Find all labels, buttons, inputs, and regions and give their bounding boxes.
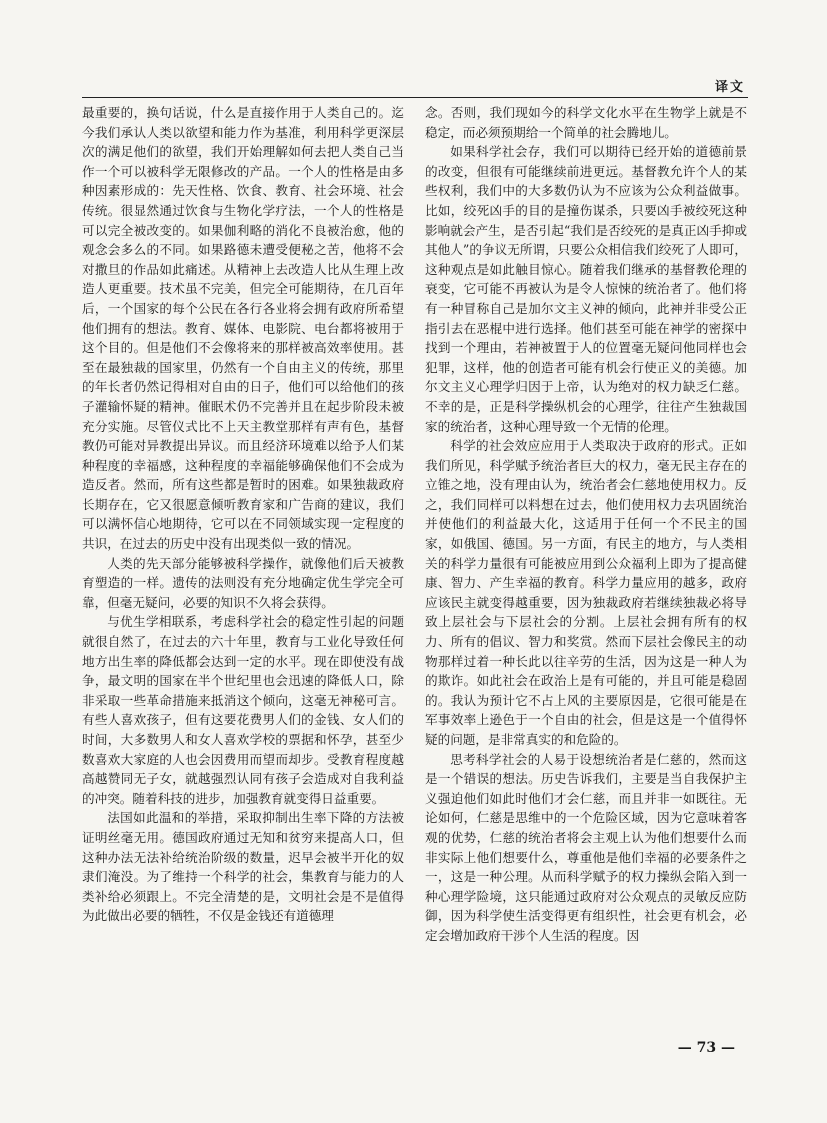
paragraph: 与优生学相联系，考虑科学社会的稳定性引起的问题就很自然了，在过去的六十年里，教育与工业化导致任何地方出生率的降低都会达到一定的水平。现在即使没有战争，最文明的国家在半个世纪里也会迅速的降低人口，除非采取一些革命措施来抵消这个倾向，这毫无神秘可言。有些人喜欢孩子，但有这要花费男人们的金钱、女人们的时间，大多数男人和女人喜欢学校的票据和怀孕，甚至少数喜欢大家庭的人也会因费用而望而却步。受教育程度越高越赞同无子女，就越强烈认同有孩子会造成对自我利益的冲突。随着科技的进步，加强教育就变得日益重要。 — [82, 614, 404, 806]
left-column — [82, 103, 404, 1020]
right-column — [425, 103, 747, 1020]
page-number: — 73 — — [677, 1040, 735, 1056]
paragraph: 最重要的，换句话说，什么是直接作用于人类自己的。迄今我们承认人类以欲望和能力作为基准，利用科学更深层次的满足他们的欲望，我们开始理解如何去把人类自己当作一个可以被科学无限修改的产品。一个人的性格是由多种因素形成的：先天性格、饮食、教育、社会环境、社会传统。很显然通过饮食与生物化学疗法，一个人的性格是可以完全被改变的。如果伽利略的消化不良被治愈，他的观念会多么的不同。如果路德未遭受便秘之苦，他将不会对撒旦的作品如此痛述。从精神上去改造人比从生理上改造人更重要。技术虽不完美，但完全可能期待，在几百年后，一个国家的每个公民在各行各业将会拥有政府所希望他们拥有的想法。教育、媒体、电影院、电台都将被用于这个目的。但是他们不会像将来的那样被高效率使用。甚至在最独裁的国家里，仍然有一个自由主义的传统，那里的年长者仍然记得相对自由的日子，他们可以给他们的孩子灌输怀疑的精神。催眠术仍不完善并且在起步阶段未被充分实施。尽管仪式比不上天主教堂那样有声有色，基督教仍可能对异教提出异议。而且经济环境难以给予人们某种程度的幸福感，这种程度的幸福能够确保他们不会成为造反者。然而，所有这些都是暂时的困难。如果独裁政府长期存在，它又很愿意倾听教育家和广告商的建议，我们可以满怀信心地期待，它可以在不同领域实现一定程度的共识，在过去的历史中没有出现类似一致的情况。 — [82, 105, 404, 552]
paragraph: 如果科学社会存，我们可以期待已经开始的道德前景的改变，但很有可能继续前进更远。基督教允许个人的某些权利，我们中的大多数仍认为不应该为公众利益做事。比如，绞死凶手的目的是撞伤谋杀，只要凶手被绞死这种影响就会产生，是否引起“我们是否绞死的是真正凶手抑或其他人”的争议无所谓，只要公众相信我们绞死了人即可，这种观点是如此触目惊心。随着我们继承的基督教伦理的衰变，它可能不再被认为是令人惊悚的统治者了。他们将有一种冒称自己是加尔文主义神的倾向，此神并非受公正指引去在恶棍中进行选择。他们甚至可能在神学的密探中找到一个理由，若神被置于人的位置毫无疑问他同样也会犯罪，这样，他的创造者可能有机会行使正义的美德。加尔文主义心理学归因于上帝，认为绝对的权力缺乏仁慈。不幸的是，正是科学操纵机会的心理学，往往产生独裁国家的统治者，这种心理导致一个无情的伦理。 — [425, 144, 747, 434]
paragraph: 人类的先天部分能够被科学操作，就像他们后天被教育塑造的一样。遗传的法则没有充分地确定优生学完全可靠，但毫无疑问，必要的知识不久将会获得。 — [82, 555, 404, 610]
paragraph: 念。否则，我们现如今的科学文化水平在生物学上就是不稳定，而必须预期给一个简单的社会腾地儿。 — [425, 105, 747, 140]
header-rule — [82, 97, 748, 98]
paragraph: 思考科学社会的人易于设想统治者是仁慈的，然而这是一个错误的想法。历史告诉我们，主要是当自我保护主义强迫他们如此时他们才会仁慈，而且并非一如既往。无论如何，仁慈是思维中的一个危险区域，因为它意味着客观的优势，仁慈的统治者将会主观上认为他们想要什么而非实际上他们想要什么，尊重他是他们幸福的必要条件之一，这是一种公理。从而科学赋予的权力操纵会陷入到一种心理学险境，这只能通过政府对公众观点的灵敏反应防御，因为科学使生活变得更有组织性，社会更有机会，必定会增加政府干涉个人生活的程度。因 — [425, 751, 747, 943]
section-tag: 译文 — [714, 80, 745, 95]
paragraph: 法国如此温和的举措，采取抑制出生率下降的方法被证明丝毫无用。德国政府通过无知和贫穷来提高人口，但这种办法无法补给统治阶级的数量，迟早会被半开化的奴隶们淹没。为了维持一个科学的社会，集教育与能力的人类补给必须跟上。不完全清楚的是，文明社会是不是值得为此做出必要的牺牲，不仅是金钱还有道德理 — [82, 810, 404, 924]
paragraph: 科学的社会效应应用于人类取决于政府的形式。正如我们所见，科学赋予统治者巨大的权力，毫无民主存在的立锥之地，没有理由认为，统治者会仁慈地使用权力。反之，我们同样可以料想在过去，他们使用权力去巩固统治并使他们的利益最大化，这适用于任何一个不民主的国家，如俄国、德国。另一方面，有民主的地方，与人类相关的科学力量很有可能被应用到公众福利上即为了提高健康、智力、产生幸福的教育。科学力量应用的越多，政府应该民主就变得越重要，因为独裁政府若继续独裁必将导致上层社会与下层社会的分割。上层社会拥有所有的权力、所有的倡议、智力和奖赏。然而下层社会像民主的动物那样过着一种长此以往辛劳的生活，因为这是一种人为的欺诈。如此社会在政治上是有可能的，并且可能是稳固的。我认为预计它不占上风的主要原因是，它很可能是在军事效率上逊色于一个自由的社会，但是这是一个值得怀疑的问题，是非常真实的和危险的。 — [425, 438, 747, 747]
